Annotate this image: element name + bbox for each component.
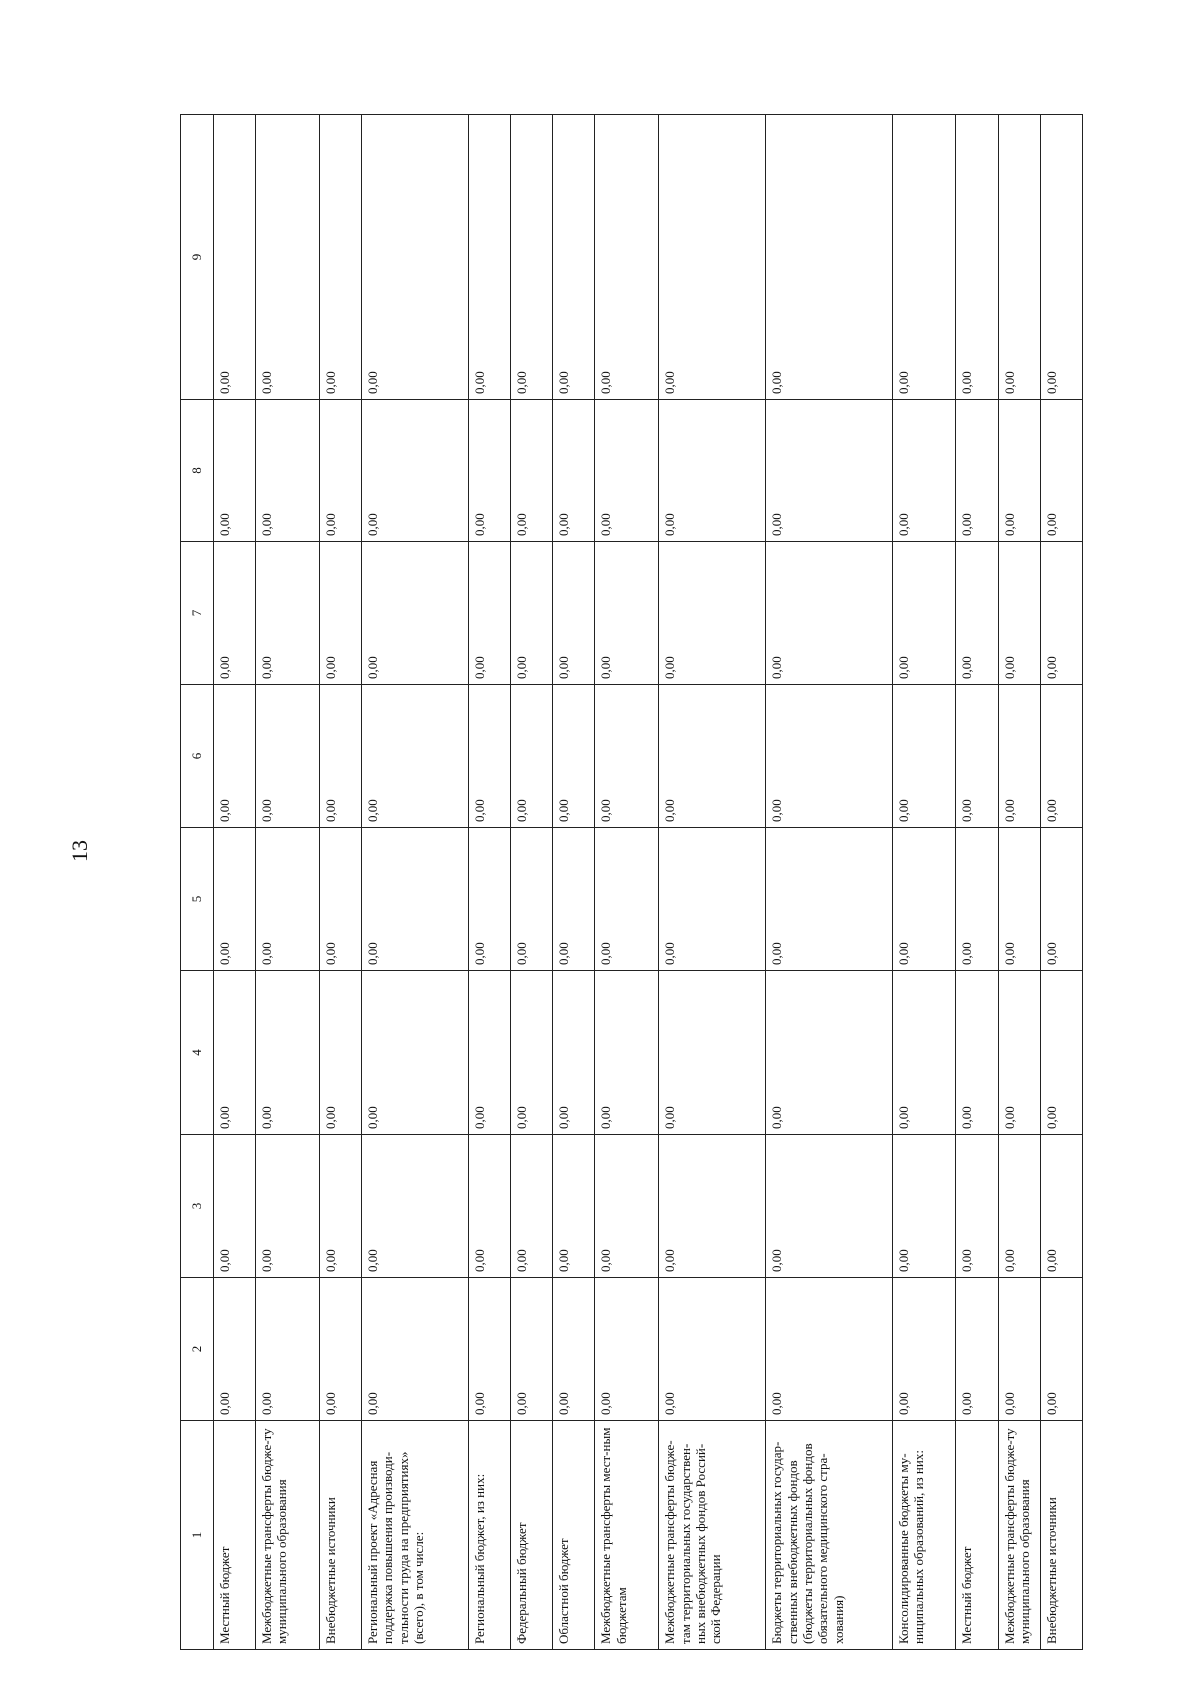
table-row: [553, 115, 595, 1650]
value-cell: 0,00: [595, 828, 659, 971]
value-cell: 0,00: [595, 400, 659, 542]
value-cell: 0,00: [766, 828, 892, 971]
value-cell: 0,00: [659, 685, 766, 828]
value-cell: 0,00: [766, 115, 892, 400]
row-label: Внебюджетные источники: [1040, 1421, 1082, 1650]
value-cell: 0,00: [1040, 1278, 1082, 1421]
value-cell: 0,00: [319, 115, 361, 400]
row-label: Межбюджетные трансферты бюдже-там территориальных государствен-ных внебюджетных фондов Россий-ской Федерации: [659, 1421, 766, 1650]
value-cell: 0,00: [766, 542, 892, 685]
value-cell: 0,00: [362, 1135, 469, 1278]
column-header: 4: [181, 971, 214, 1135]
column-header: 8: [181, 400, 214, 542]
value-cell: 0,00: [214, 115, 256, 400]
row-label: Региональный бюджет, из них:: [469, 1421, 511, 1650]
column-header: 7: [181, 542, 214, 685]
value-cell: 0,00: [659, 400, 766, 542]
row-label: Консолидированные бюджеты му-ниципальных образований, из них:: [892, 1421, 956, 1650]
value-cell: 0,00: [553, 828, 595, 971]
value-cell: 0,00: [766, 685, 892, 828]
table-row: [659, 115, 766, 1650]
table-row: [892, 115, 956, 1650]
value-cell: 0,00: [469, 828, 511, 971]
value-cell: 0,00: [362, 542, 469, 685]
value-cell: 0,00: [892, 1278, 956, 1421]
value-cell: 0,00: [659, 971, 766, 1135]
value-cell: 0,00: [595, 542, 659, 685]
table-row: [1040, 115, 1082, 1650]
value-cell: 0,00: [511, 1135, 553, 1278]
value-cell: 0,00: [256, 542, 320, 685]
value-cell: 0,00: [319, 400, 361, 542]
value-cell: 0,00: [1040, 1135, 1082, 1278]
column-header: 6: [181, 685, 214, 828]
value-cell: 0,00: [256, 1278, 320, 1421]
value-cell: 0,00: [766, 1278, 892, 1421]
value-cell: 0,00: [256, 828, 320, 971]
value-cell: 0,00: [892, 828, 956, 971]
value-cell: 0,00: [659, 1135, 766, 1278]
value-cell: 0,00: [469, 971, 511, 1135]
value-cell: 0,00: [511, 971, 553, 1135]
value-cell: 0,00: [553, 1135, 595, 1278]
value-cell: 0,00: [511, 115, 553, 400]
value-cell: 0,00: [595, 971, 659, 1135]
rotated-table-container: [180, 115, 1083, 1650]
value-cell: 0,00: [553, 685, 595, 828]
value-cell: 0,00: [956, 115, 998, 400]
value-cell: 0,00: [595, 1135, 659, 1278]
value-cell: 0,00: [956, 828, 998, 971]
value-cell: 0,00: [659, 115, 766, 400]
value-cell: 0,00: [595, 115, 659, 400]
value-cell: 0,00: [766, 400, 892, 542]
value-cell: 0,00: [362, 971, 469, 1135]
value-cell: 0,00: [319, 828, 361, 971]
value-cell: 0,00: [892, 971, 956, 1135]
value-cell: 0,00: [362, 115, 469, 400]
value-cell: 0,00: [998, 1135, 1040, 1278]
table-row: [595, 115, 659, 1650]
value-cell: 0,00: [1040, 971, 1082, 1135]
value-cell: 0,00: [595, 685, 659, 828]
value-cell: 0,00: [214, 1278, 256, 1421]
value-cell: 0,00: [998, 115, 1040, 400]
value-cell: 0,00: [362, 1278, 469, 1421]
row-label: Местный бюджет: [956, 1421, 998, 1650]
page-number: 13: [67, 840, 92, 862]
table-header-row: [181, 115, 214, 1650]
value-cell: 0,00: [256, 115, 320, 400]
value-cell: 0,00: [1040, 115, 1082, 400]
table-row: [214, 115, 256, 1650]
value-cell: 0,00: [1040, 685, 1082, 828]
value-cell: 0,00: [998, 828, 1040, 971]
value-cell: 0,00: [214, 971, 256, 1135]
table-row: [469, 115, 511, 1650]
value-cell: 0,00: [956, 1278, 998, 1421]
value-cell: 0,00: [511, 542, 553, 685]
row-label: Межбюджетные трансферты бюдже-ту муниципального образования: [256, 1421, 320, 1650]
value-cell: 0,00: [214, 542, 256, 685]
value-cell: 0,00: [1040, 400, 1082, 542]
value-cell: 0,00: [998, 1278, 1040, 1421]
table-row: [766, 115, 892, 1650]
value-cell: 0,00: [469, 542, 511, 685]
column-header: 5: [181, 828, 214, 971]
value-cell: 0,00: [362, 685, 469, 828]
value-cell: 0,00: [469, 685, 511, 828]
value-cell: 0,00: [319, 542, 361, 685]
value-cell: 0,00: [214, 400, 256, 542]
row-label: Федеральный бюджет: [511, 1421, 553, 1650]
value-cell: 0,00: [553, 542, 595, 685]
column-header: 3: [181, 1135, 214, 1278]
value-cell: 0,00: [511, 685, 553, 828]
value-cell: 0,00: [892, 685, 956, 828]
value-cell: 0,00: [998, 971, 1040, 1135]
value-cell: 0,00: [256, 685, 320, 828]
value-cell: 0,00: [956, 685, 998, 828]
value-cell: 0,00: [956, 1135, 998, 1278]
table-row: [998, 115, 1040, 1650]
value-cell: 0,00: [553, 1278, 595, 1421]
value-cell: 0,00: [256, 400, 320, 542]
value-cell: 0,00: [595, 1278, 659, 1421]
value-cell: 0,00: [892, 1135, 956, 1278]
value-cell: 0,00: [469, 1135, 511, 1278]
value-cell: 0,00: [511, 400, 553, 542]
value-cell: 0,00: [553, 400, 595, 542]
value-cell: 0,00: [998, 685, 1040, 828]
row-label: Бюджеты территориальных государ-ственных внебюджетных фондов (бюджеты территориальных фондов обязательного медицинского стра-хования): [766, 1421, 892, 1650]
table-row: [956, 115, 998, 1650]
value-cell: 0,00: [766, 971, 892, 1135]
value-cell: 0,00: [1040, 828, 1082, 971]
value-cell: 0,00: [1040, 542, 1082, 685]
value-cell: 0,00: [362, 400, 469, 542]
row-label: Местный бюджет: [214, 1421, 256, 1650]
value-cell: 0,00: [998, 400, 1040, 542]
row-label: Межбюджетные трансферты бюдже-ту муниципального образования: [998, 1421, 1040, 1650]
value-cell: 0,00: [256, 1135, 320, 1278]
value-cell: 0,00: [469, 400, 511, 542]
row-label: Региональный проект «Адресная поддержка повышения производи-тельности труда на предприятиях» (всего), в том числе:: [362, 1421, 469, 1650]
value-cell: 0,00: [998, 542, 1040, 685]
table-row: [511, 115, 553, 1650]
value-cell: 0,00: [553, 971, 595, 1135]
value-cell: 0,00: [469, 115, 511, 400]
value-cell: 0,00: [892, 115, 956, 400]
value-cell: 0,00: [511, 828, 553, 971]
value-cell: 0,00: [469, 1278, 511, 1421]
value-cell: 0,00: [892, 400, 956, 542]
column-header: 1: [181, 1421, 214, 1650]
row-label: Внебюджетные источники: [319, 1421, 361, 1650]
value-cell: 0,00: [956, 542, 998, 685]
value-cell: 0,00: [256, 971, 320, 1135]
table-row: [256, 115, 320, 1650]
column-header: 9: [181, 115, 214, 400]
value-cell: 0,00: [659, 828, 766, 971]
value-cell: 0,00: [956, 971, 998, 1135]
value-cell: 0,00: [214, 685, 256, 828]
value-cell: 0,00: [214, 1135, 256, 1278]
table-row: [319, 115, 361, 1650]
value-cell: 0,00: [511, 1278, 553, 1421]
value-cell: 0,00: [659, 1278, 766, 1421]
row-label: Межбюджетные трансферты мест-ным бюджетам: [595, 1421, 659, 1650]
budget-table: [180, 114, 1083, 1650]
value-cell: 0,00: [892, 542, 956, 685]
value-cell: 0,00: [319, 685, 361, 828]
value-cell: 0,00: [319, 1135, 361, 1278]
value-cell: 0,00: [553, 115, 595, 400]
column-header: 2: [181, 1278, 214, 1421]
table-row: [362, 115, 469, 1650]
value-cell: 0,00: [319, 971, 361, 1135]
value-cell: 0,00: [956, 400, 998, 542]
value-cell: 0,00: [214, 828, 256, 971]
row-label: Областной бюджет: [553, 1421, 595, 1650]
value-cell: 0,00: [362, 828, 469, 971]
value-cell: 0,00: [659, 542, 766, 685]
value-cell: 0,00: [319, 1278, 361, 1421]
value-cell: 0,00: [766, 1135, 892, 1278]
